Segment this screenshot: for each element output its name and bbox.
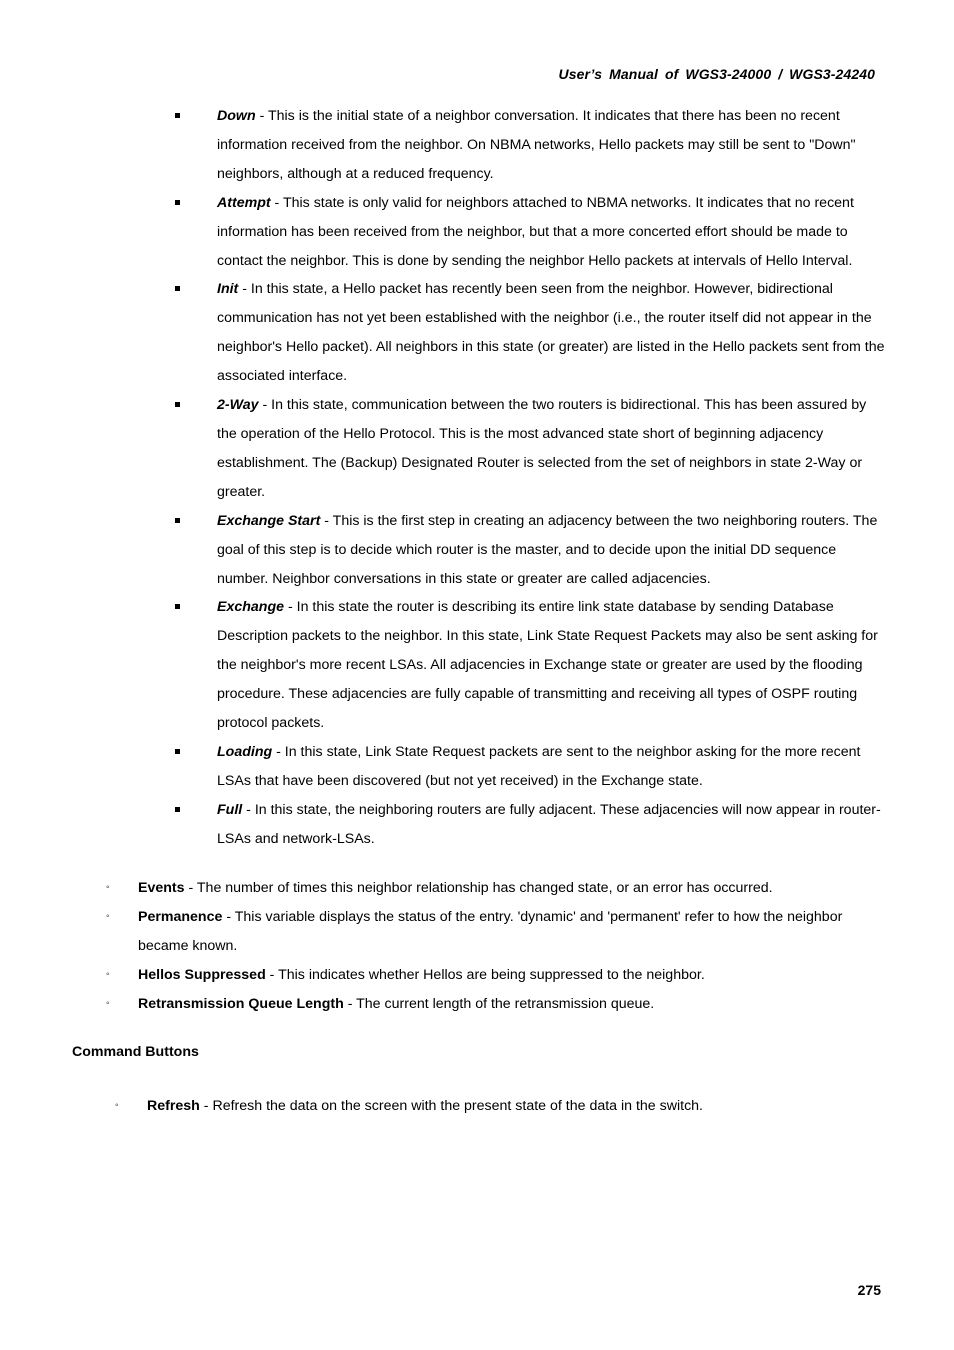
neighbor-state-list — [172, 102, 887, 854]
state-term: Init — [217, 281, 239, 298]
square-bullet-icon — [175, 200, 180, 205]
state-description: - This is the first step in creating an adjacency between the two neighboring routers. The goal of this step is to decide which router is the master, and to decide upon the initial DD sequence number. Neighbor conversations in this state or greater are called adjacencies. — [217, 512, 878, 587]
field-item-retransmission-queue-length — [104, 990, 887, 1019]
running-header: User’s Manual of WGS3-24000 / WGS3-24240 — [558, 66, 875, 82]
field-item-permanence — [104, 903, 887, 961]
command-button-list — [113, 1092, 887, 1121]
state-item-2way — [172, 391, 887, 507]
square-bullet-icon — [175, 807, 180, 812]
state-item-full — [172, 796, 887, 854]
field-item-events — [104, 874, 887, 903]
field-term: Permanence — [138, 908, 223, 925]
state-description: - In this state, communication between the two routers is bidirectional. This has been assured by the operation of the Hello Protocol. This is the most advanced state short of beginning adjacency establishment. The (Backup) Designated Router is selected from the set of neighbors in state 2-Way or greater. — [217, 397, 867, 500]
button-description: - Refresh the data on the screen with the present state of the data in the switch. — [199, 1098, 704, 1114]
state-term: Down — [217, 108, 256, 124]
field-description: - This variable displays the status of the entry. 'dynamic' and 'permanent' refer to how the neighbor became known. — [138, 908, 843, 954]
state-description: - In this state, a Hello packet has recently been seen from the neighbor. However, bidirectional communication has not yet been established with the neighbor (i.e., the router itself did not appear in the neighbor's Hello packet). All neighbors in this state (or greater) are listed in the Hello packets sent from the associated interface. — [217, 281, 885, 385]
field-description: - The number of times this neighbor relationship has changed state, or an error has occurred. — [184, 880, 773, 896]
square-bullet-icon — [175, 286, 180, 291]
section-heading: Command Buttons — [72, 1044, 199, 1060]
circle-bullet-icon: ◦ — [106, 997, 110, 1009]
state-item-exchange-start — [172, 507, 887, 594]
circle-bullet-icon: ◦ — [106, 968, 110, 980]
state-term: Loading — [217, 743, 273, 760]
page-number: 275 — [857, 1282, 881, 1298]
state-item-exchange — [172, 593, 887, 738]
field-term: Hellos Suppressed — [138, 966, 266, 983]
field-description-list — [104, 874, 887, 1019]
state-item-attempt — [172, 189, 887, 276]
state-description: - This is the initial state of a neighbor conversation. It indicates that there has been no recent information received from the neighbor. On NBMA networks, Hello packets may still be sent to "Down" neighbors, although at a reduced frequency. — [217, 108, 856, 182]
state-term: Full — [217, 801, 243, 818]
square-bullet-icon — [175, 518, 180, 523]
state-term: 2-Way — [217, 397, 259, 414]
state-description: - In this state, the neighboring routers are fully adjacent. These adjacencies will now appear in router-LSAs and network-LSAs. — [217, 801, 881, 847]
button-term: Refresh — [147, 1098, 200, 1114]
square-bullet-icon — [175, 749, 180, 754]
field-description: - The current length of the retransmission queue. — [343, 995, 655, 1012]
square-bullet-icon — [175, 402, 180, 407]
circle-bullet-icon: ◦ — [106, 910, 110, 922]
square-bullet-icon — [175, 113, 180, 118]
state-item-loading — [172, 738, 887, 796]
field-description: - This indicates whether Hellos are being suppressed to the neighbor. — [265, 966, 705, 983]
circle-bullet-icon: ◦ — [106, 882, 110, 893]
state-term: Exchange — [217, 599, 285, 616]
state-term: Attempt — [217, 194, 271, 211]
state-description: - In this state, Link State Request packets are sent to the neighbor asking for the more recent LSAs that have been discovered (but not yet received) in the Exchange state. — [217, 743, 861, 789]
field-term: Events — [138, 880, 185, 896]
state-term: Exchange Start — [217, 512, 321, 529]
field-term: Retransmission Queue Length — [138, 995, 344, 1012]
square-bullet-icon — [175, 604, 180, 609]
state-item-init — [172, 275, 887, 391]
state-description: - This state is only valid for neighbors attached to NBMA networks. It indicates that no recent information has been received from the neighbor, but that a more concerted effort should be made to contact the neighbor. This is done by sending the neighbor Hello packets at intervals of Hello Interval. — [217, 194, 854, 269]
field-item-hellos-suppressed — [104, 961, 887, 990]
circle-bullet-icon: ◦ — [115, 1100, 119, 1111]
state-item-down — [172, 102, 887, 189]
button-item-refresh — [113, 1092, 887, 1121]
state-description: - In this state the router is describing its entire link state database by sending Database Description packets to the neighbor. In this state, Link State Request Packets may also be sent asking for the neighbor's more recent LSAs. All adjacencies in Exchange state or greater are used by the flooding procedure. These adjacencies are fully capable of transmitting and receiving all types of OSPF routing protocol packets. — [217, 599, 878, 732]
